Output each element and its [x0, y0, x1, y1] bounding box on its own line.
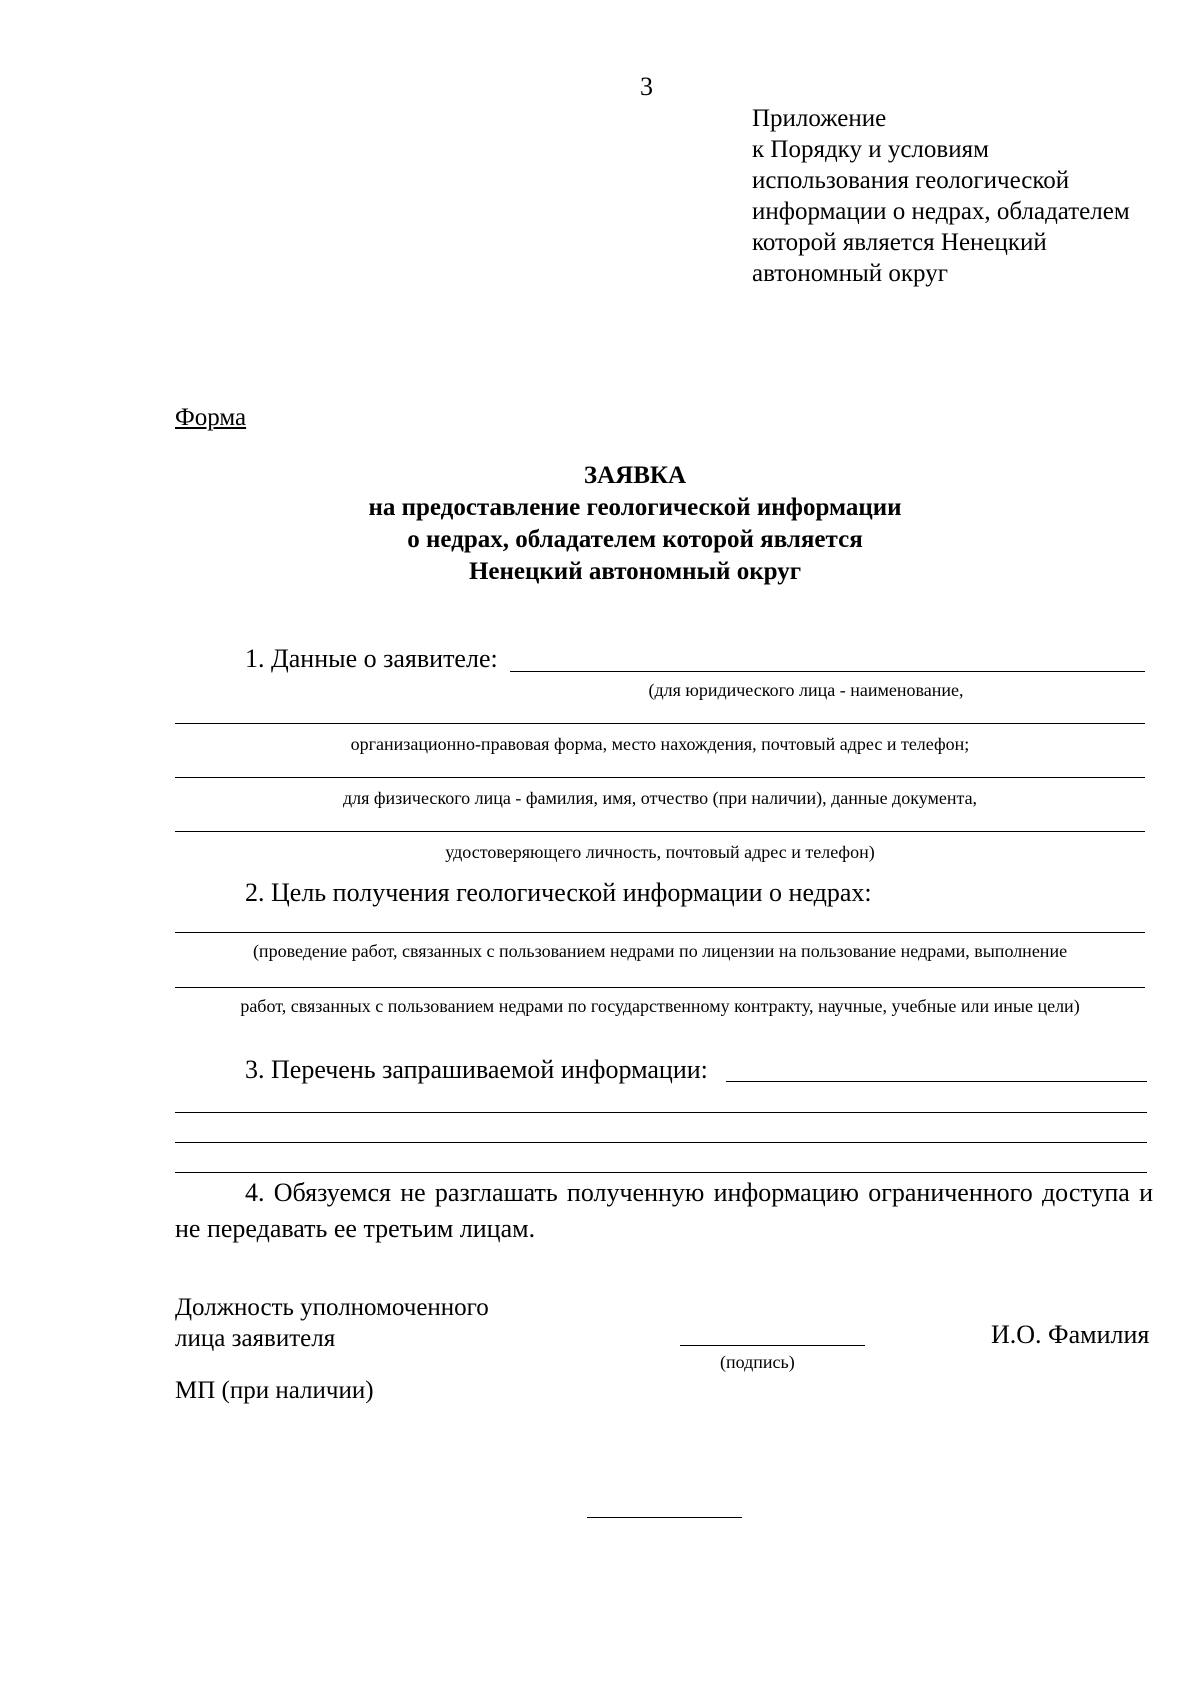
title-line: Ненецкий автономный округ [468, 558, 802, 585]
form-label: Форма [175, 404, 247, 431]
closing-divider [587, 1517, 742, 1518]
purpose-input-line[interactable] [175, 932, 1145, 933]
appendix-line: к Порядку и условиям [752, 136, 989, 163]
signatory-position-line: лица заявителя [175, 1325, 336, 1352]
signature-hint: (подпись) [720, 1352, 795, 1372]
applicant-input-line[interactable] [175, 831, 1145, 832]
info-list-input-line[interactable] [175, 1172, 1147, 1173]
applicant-input-line[interactable] [175, 777, 1145, 778]
title-line: о недрах, обладателем которой является [407, 526, 863, 553]
appendix-line: информации о недрах, обладателем [752, 198, 1130, 225]
title-line: на предоставление геологической информации [368, 494, 902, 521]
appendix-note [752, 103, 1130, 289]
section1-label: 1. Данные о заявителе: [245, 644, 498, 673]
signatory-position [175, 1292, 489, 1354]
appendix-line: использования геологической [752, 167, 1070, 194]
section1-hint: (для юридического лица - наименование, [648, 680, 964, 700]
signature-line[interactable] [680, 1345, 865, 1346]
section1-hint: для физического лица - фамилия, имя, отчество (при наличии), данные документа, [342, 788, 978, 808]
section4-text: 4. Обязуемся не разглашать полученную информацию ограниченного доступа и не передавать ее третьим лицам. [175, 1178, 1153, 1243]
appendix-line: которой является Ненецкий [752, 229, 1047, 256]
purpose-input-line[interactable] [175, 987, 1145, 988]
info-list-input-line[interactable] [175, 1142, 1147, 1143]
section3-label: 3. Перечень запрашиваемой информации: [245, 1055, 708, 1084]
title-heading: ЗАЯВКА [583, 462, 687, 489]
document-title [0, 460, 1200, 588]
section2-hint: (проведение работ, связанных с пользованием недрами по лицензии на пользование недрами, выполнение [252, 941, 1068, 961]
section1-hint: удостоверяющего личность, почтовый адрес и телефон) [445, 842, 875, 862]
seal-label: МП (при наличии) [175, 1377, 374, 1404]
name-placeholder: И.О. Фамилия [991, 1320, 1150, 1349]
signatory-position-line: Должность уполномоченного [175, 1294, 489, 1321]
appendix-line: автономный округ [752, 260, 948, 287]
section4-paragraph [175, 1175, 1153, 1247]
applicant-input-line[interactable] [510, 671, 1145, 672]
page-number: 3 [640, 72, 653, 101]
info-list-input-line[interactable] [726, 1081, 1147, 1082]
applicant-input-line[interactable] [175, 723, 1145, 724]
appendix-line: Приложение [752, 105, 887, 132]
section2-hint: работ, связанных с пользованием недрами по государственному контракту, научные, учебные или иные цели) [240, 996, 1080, 1016]
info-list-input-line[interactable] [175, 1112, 1147, 1113]
section1-hint: организационно-правовая форма, место нахождения, почтовый адрес и телефон; [350, 734, 970, 754]
section2-label: 2. Цель получения геологической информации о недрах: [245, 878, 872, 907]
